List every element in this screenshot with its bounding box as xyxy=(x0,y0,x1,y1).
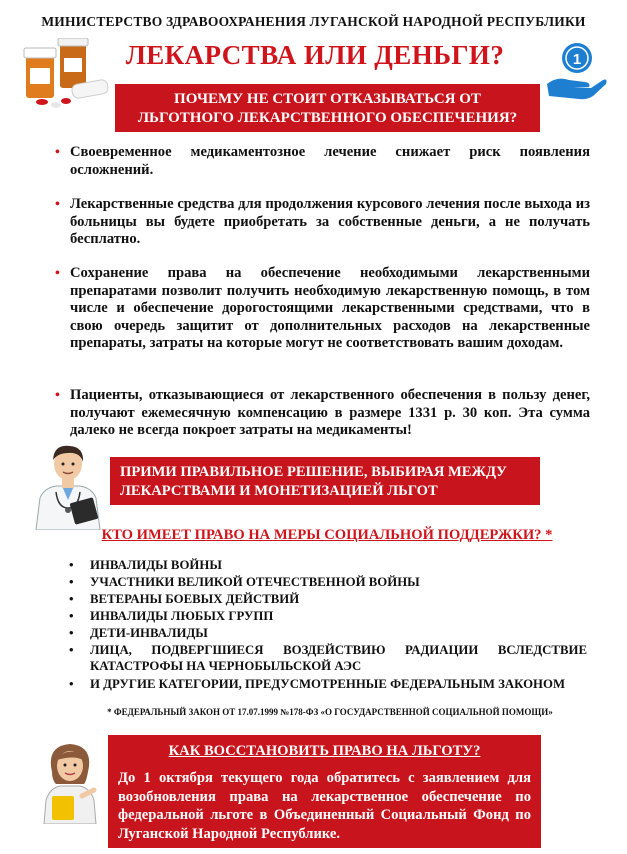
eligibility-item: • УЧАСТНИКИ ВЕЛИКОЙ ОТЕЧЕСТВЕННОЙ ВОЙНЫ xyxy=(90,574,587,590)
decision-box xyxy=(110,457,540,505)
who-heading: КТО ИМЕЕТ ПРАВО НА МЕРЫ СОЦИАЛЬНОЙ ПОДДЕРЖКИ? * xyxy=(101,527,553,543)
eligibility-item: • ДЕТИ-ИНВАЛИДЫ xyxy=(90,625,587,641)
why-heading-line: ПОЧЕМУ НЕ СТОИТ ОТКАЗЫВАТЬСЯ ОТ xyxy=(174,91,481,107)
restore-box xyxy=(108,735,541,848)
doctor-illustration xyxy=(28,438,108,530)
decision-line: ПРИМИ ПРАВИЛЬНОЕ РЕШЕНИЕ, ВЫБИРАЯ МЕЖДУ xyxy=(120,464,507,480)
eligibility-item: • ИНВАЛИДЫ ЛЮБЫХ ГРУПП xyxy=(90,608,587,624)
coin-digit: 1 xyxy=(572,51,582,68)
hand-coin-icon xyxy=(543,40,609,102)
eligibility-item: • И ДРУГИЕ КАТЕГОРИИ, ПРЕДУСМОТРЕННЫЕ ФЕДЕРАЛЬНЫМ ЗАКОНОМ xyxy=(90,676,587,692)
why-bullet: • Лекарственные средства для продолжения курсового лечения после выхода из больницы вы будете приобретать за собственные деньги, а не получать бесплатно. xyxy=(70,196,590,249)
decision-line: ЛЕКАРСТВАМИ И МОНЕТИЗАЦИЕЙ ЛЬГОТ xyxy=(120,483,438,499)
ministry-name: МИНИСТЕРСТВО ЗДРАВООХРАНЕНИЯ ЛУГАНСКОЙ НАРОДНОЙ РЕСПУБЛИКИ xyxy=(41,14,586,29)
why-heading-box xyxy=(115,84,540,132)
main-title: ЛЕКАРСТВА ИЛИ ДЕНЬГИ? xyxy=(125,40,505,70)
why-bullet: • Сохранение права на обеспечение необходимыми лекарственными препаратами позволит получить необходимую лекарственную помощь, в том числе и обеспечение дорогостоящими лекарственными средствами, что в свою очередь защитит от дополнительных расходов на лекарственные препараты, затраты на которые могут не соответствовать вашим доходам. xyxy=(70,265,590,353)
woman-folder-illustration xyxy=(38,738,102,824)
why-heading-line: ЛЬГОТНОГО ЛЕКАРСТВЕННОГО ОБЕСПЕЧЕНИЯ? xyxy=(137,110,518,126)
why-bullet: • Своевременное медикаментозное лечение снижает риск появления осложнений. xyxy=(70,144,590,179)
eligibility-item: • ИНВАЛИДЫ ВОЙНЫ xyxy=(90,557,587,573)
restore-heading: КАК ВОССТАНОВИТЬ ПРАВО НА ЛЬГОТУ? xyxy=(168,743,481,759)
eligibility-item: • ВЕТЕРАНЫ БОЕВЫХ ДЕЙСТВИЙ xyxy=(90,591,587,607)
law-footnote: * ФЕДЕРАЛЬНЫЙ ЗАКОН ОТ 17.07.1999 №178-ФЗ «О ГОСУДАРСТВЕННОЙ СОЦИАЛЬНОЙ ПОМОЩИ» xyxy=(107,707,553,717)
why-bullet: • Пациенты, отказывающиеся от лекарственного обеспечения в пользу денег, получают ежемесячную компенсацию в размере 1331 р. 30 коп. Эта сумма далеко не всегда покроет затраты на медикаменты! xyxy=(70,387,590,440)
eligibility-item: • ЛИЦА, ПОДВЕРГШИЕСЯ ВОЗДЕЙСТВИЮ РАДИАЦИИ ВСЛЕДСТВИЕ КАТАСТРОФЫ НА ЧЕРНОБЫЛЬСКОЙ АЭС xyxy=(90,642,587,675)
restore-text: До 1 октября текущего года обратитесь с заявлением для возобновления права на лекарственное обеспечение по федеральной льготе в Объединенный Социальный Фонд по Луганской Народной Республике. xyxy=(118,770,531,842)
